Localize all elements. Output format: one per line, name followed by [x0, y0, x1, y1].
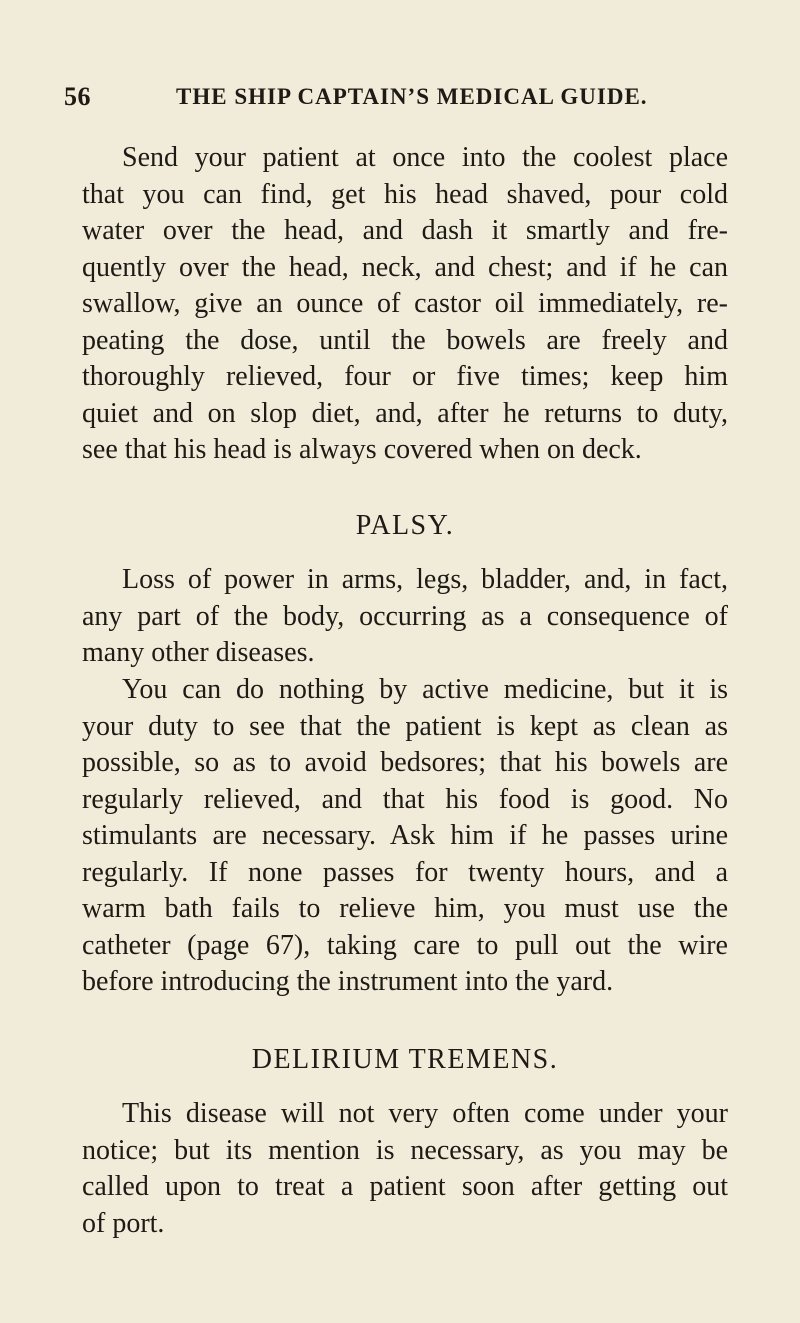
text-line: see that his head is always covered when on deck. — [82, 434, 642, 465]
paragraph-delirium-tremens — [82, 1096, 728, 1242]
text-line: any part of the body, occurring as a consequence of — [82, 600, 728, 632]
page-number: 56 — [64, 82, 91, 111]
text-line: swallow, give an ounce of castor oil immediately, re- — [82, 288, 728, 319]
text-line: regularly relieved, and that his food is good. No — [82, 783, 728, 815]
text-line: notice; but its mention is necessary, as you may be — [82, 1134, 728, 1166]
text-line: You can do nothing by active medicine, but it is — [122, 674, 728, 705]
text-line: regularly. If none passes for twenty hours, and a — [82, 856, 728, 888]
text-line: water over the head, and dash it smartly and fre- — [82, 215, 728, 246]
paragraph-palsy-definition — [82, 562, 728, 672]
text-line: stimulants are necessary. Ask him if he passes urine — [82, 820, 728, 851]
text-line: peating the dose, until the bowels are freely and — [82, 324, 728, 356]
text-line: This disease will not very often come under your — [122, 1098, 728, 1129]
text-line: called upon to treat a patient soon after getting out — [82, 1171, 728, 1202]
paragraph-palsy-treatment — [82, 672, 728, 1001]
text-line: catheter (page 67), taking care to pull out the wire — [82, 929, 728, 961]
text-line: Loss of power in arms, legs, bladder, and, in fact, — [122, 564, 728, 595]
text-line: Send your patient at once into the coolest place — [122, 142, 728, 173]
paragraph-sunstroke-treatment — [82, 140, 728, 469]
running-header — [64, 82, 744, 116]
text-line: quiet and on slop diet, and, after he returns to duty, — [82, 397, 728, 429]
text-line: possible, so as to avoid bedsores; that his bowels are — [82, 747, 728, 778]
text-line: before introducing the instrument into the yard. — [82, 966, 614, 997]
book-title: THE SHIP CAPTAIN’S MEDICAL GUIDE. — [176, 84, 648, 109]
text-line: warm bath fails to relieve him, you must use the — [82, 893, 728, 924]
text-line: many other diseases. — [82, 637, 315, 668]
text-line: thoroughly relieved, four or five times; keep him — [82, 361, 728, 392]
section-heading-delirium-tremens: DELIRIUM TREMENS. — [251, 1044, 559, 1075]
text-line: your duty to see that the patient is kept as clean as — [82, 710, 728, 742]
section-heading-palsy: PALSY. — [355, 510, 455, 541]
text-line: of port. — [82, 1207, 165, 1239]
text-line: that you can find, get his head shaved, pour cold — [82, 178, 728, 210]
text-line: quently over the head, neck, and chest; and if he can — [82, 251, 728, 283]
